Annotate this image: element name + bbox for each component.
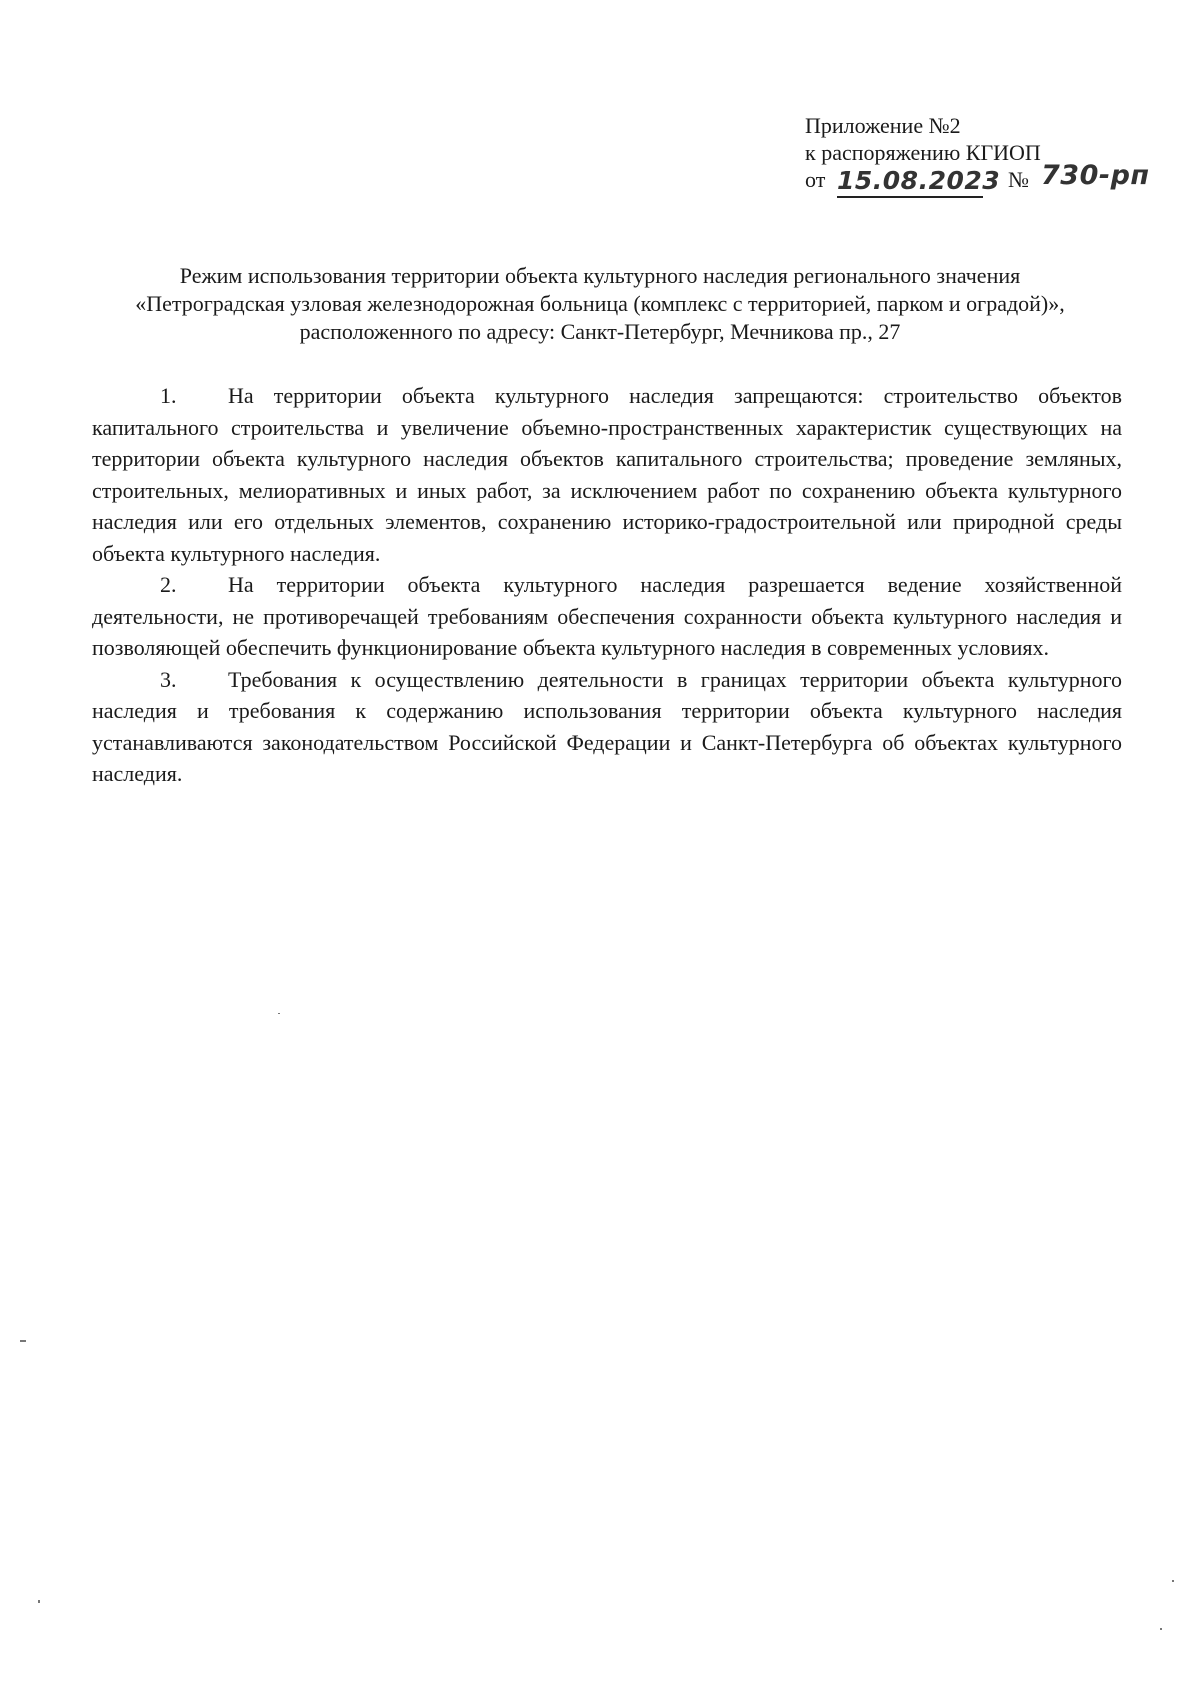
annex-title: Приложение №2 [805,113,961,138]
document-title [80,262,1120,346]
annex-number-handwritten: 730-рп [1041,160,1150,191]
annex-date-number-row [805,160,1150,200]
paragraph-number: 2. [160,572,177,597]
paragraph-number: 3. [160,666,177,692]
annex-from-label: от [805,167,826,192]
paragraph-text: Требования к осуществлению деятельности в границах территории объекта культурного наследия и требования к содержанию использования территории объекта культурного наследия устанавливаются законодательством Российской Федерации и Санкт-Петербурга об объектах культурного наследия. [92,666,1122,786]
scan-speck [278,1013,280,1014]
paragraph-text: На территории объекта культурного наследия разрешается ведение хозяйственной деятельности, не противоречащей требованиям обеспечения сохранности объекта культурного наследия и позволяющей обеспечить функционирование объекта культурного наследия в современных условиях. [92,572,1122,660]
paragraph-1 [92,380,1122,569]
scan-speck [38,1600,40,1603]
paragraph-3 [92,664,1122,790]
title-line-2: «Петроградская узловая железнодорожная больница (комплекс с территорией, парком и оградой)», [135,291,1065,316]
scan-speck [1160,1628,1162,1630]
paragraph-text: На территории объекта культурного наследия запрещаются: строительство объектов капитального строительства и увеличение объемно-пространственных характеристик существующих на территории объекта культурного наследия объектов капитального строительства; проведение земляных, строительных, мелиоративных и иных работ, за исключением работ по сохранению объекта культурного наследия или его отдельных элементов, сохранению историко-градостроительной или природной среды объекта культурного наследия. [92,383,1122,566]
title-line-1: Режим использования территории объекта культурного наследия регионального значения [179,263,1021,288]
scan-speck [20,1340,26,1342]
annex-date-handwritten: 15.08.2023 [837,166,983,198]
paragraph-number: 1. [160,383,177,408]
annex-order-ref: к распоряжению КГИОП [805,140,1041,165]
paragraph-2 [92,569,1122,664]
title-line-3: расположенного по адресу: Санкт-Петербург, Мечникова пр., 27 [299,319,901,344]
document-body [92,380,1122,790]
annex-number-label: № [1008,167,1029,192]
scan-speck [1172,1580,1174,1582]
annex-header [805,112,1150,200]
